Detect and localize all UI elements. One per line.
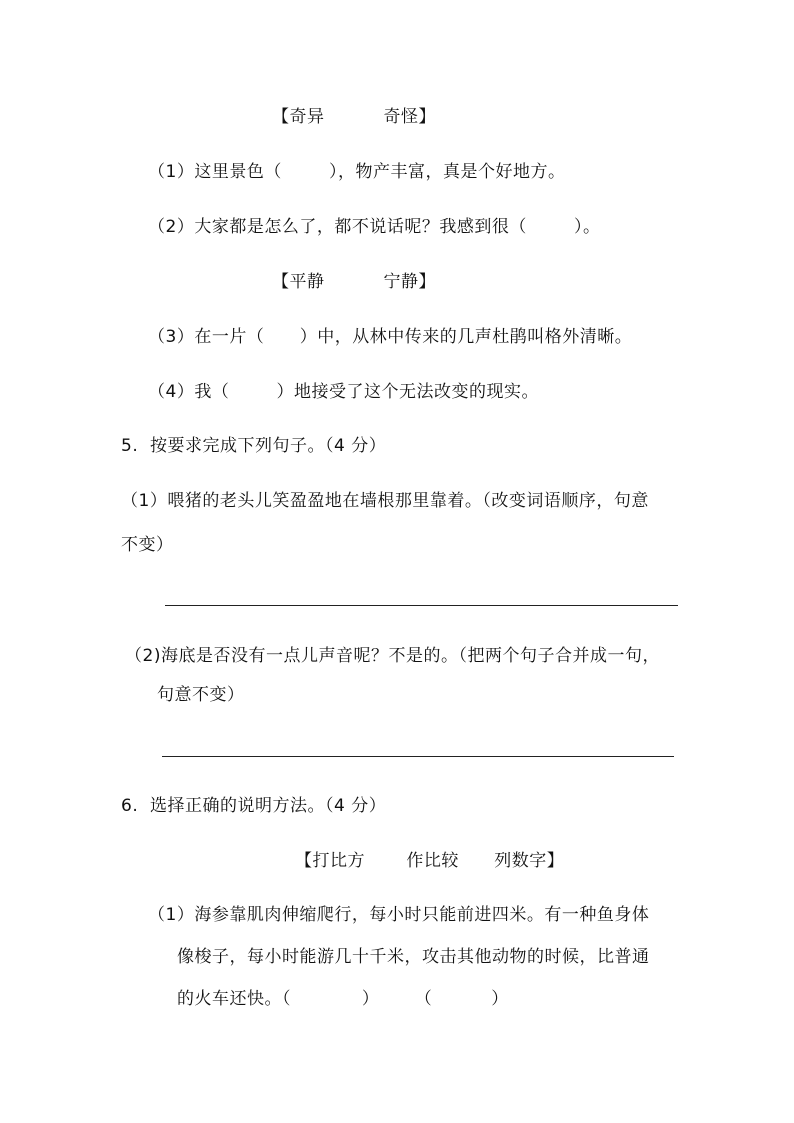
q6-passage-1-line-1: （1）海参靠肌肉伸缩爬行，每小时只能前进四米。有一种鱼身体 xyxy=(148,905,650,925)
q4-item-3: （3）在一片（ ）中，从林中传来的几声杜鹃叫格外清晰。 xyxy=(148,327,633,347)
q4-item-1: （1）这里景色（ ），物产丰富，真是个好地方。 xyxy=(148,162,566,182)
q6-passage-1-line-2: 像梭子，每小时能游几十千米，攻击其他动物的时候，比普通 xyxy=(177,947,650,967)
q5-sentence-1-line-1: （1）喂猪的老头儿笑盈盈地在墙根那里靠着。（改变词语顺序，句意 xyxy=(121,491,649,511)
q5-sentence-2-line-2: 句意不变） xyxy=(157,685,245,705)
q4-group2-word-choices: 【平静 宁静】 xyxy=(272,272,437,292)
q6-passage-1-line-3: 的火车还快。（ ） （ ） xyxy=(177,989,509,1009)
q5-answer-line-2[interactable] xyxy=(162,756,674,757)
q6-heading: 6. 选择正确的说明方法。（4 分） xyxy=(121,796,387,816)
q4-item-2: （2）大家都是怎么了，都不说话呢？我感到很（ ）。 xyxy=(148,217,601,237)
q5-heading: 5. 按要求完成下列句子。（4 分） xyxy=(121,436,387,456)
q4-item-4: （4）我（ ）地接受了这个无法改变的现实。 xyxy=(148,382,540,402)
q6-method-options: 【打比方 作比较 列数字】 xyxy=(295,851,565,871)
q4-group1-word-choices: 【奇异 奇怪】 xyxy=(272,107,437,127)
q5-answer-line-1[interactable] xyxy=(165,605,678,606)
q5-sentence-1-line-2: 不变） xyxy=(121,535,174,555)
q5-sentence-2-line-1: （2)海底是否没有一点儿声音呢？不是的。（把两个句子合并成一句， xyxy=(125,646,660,666)
